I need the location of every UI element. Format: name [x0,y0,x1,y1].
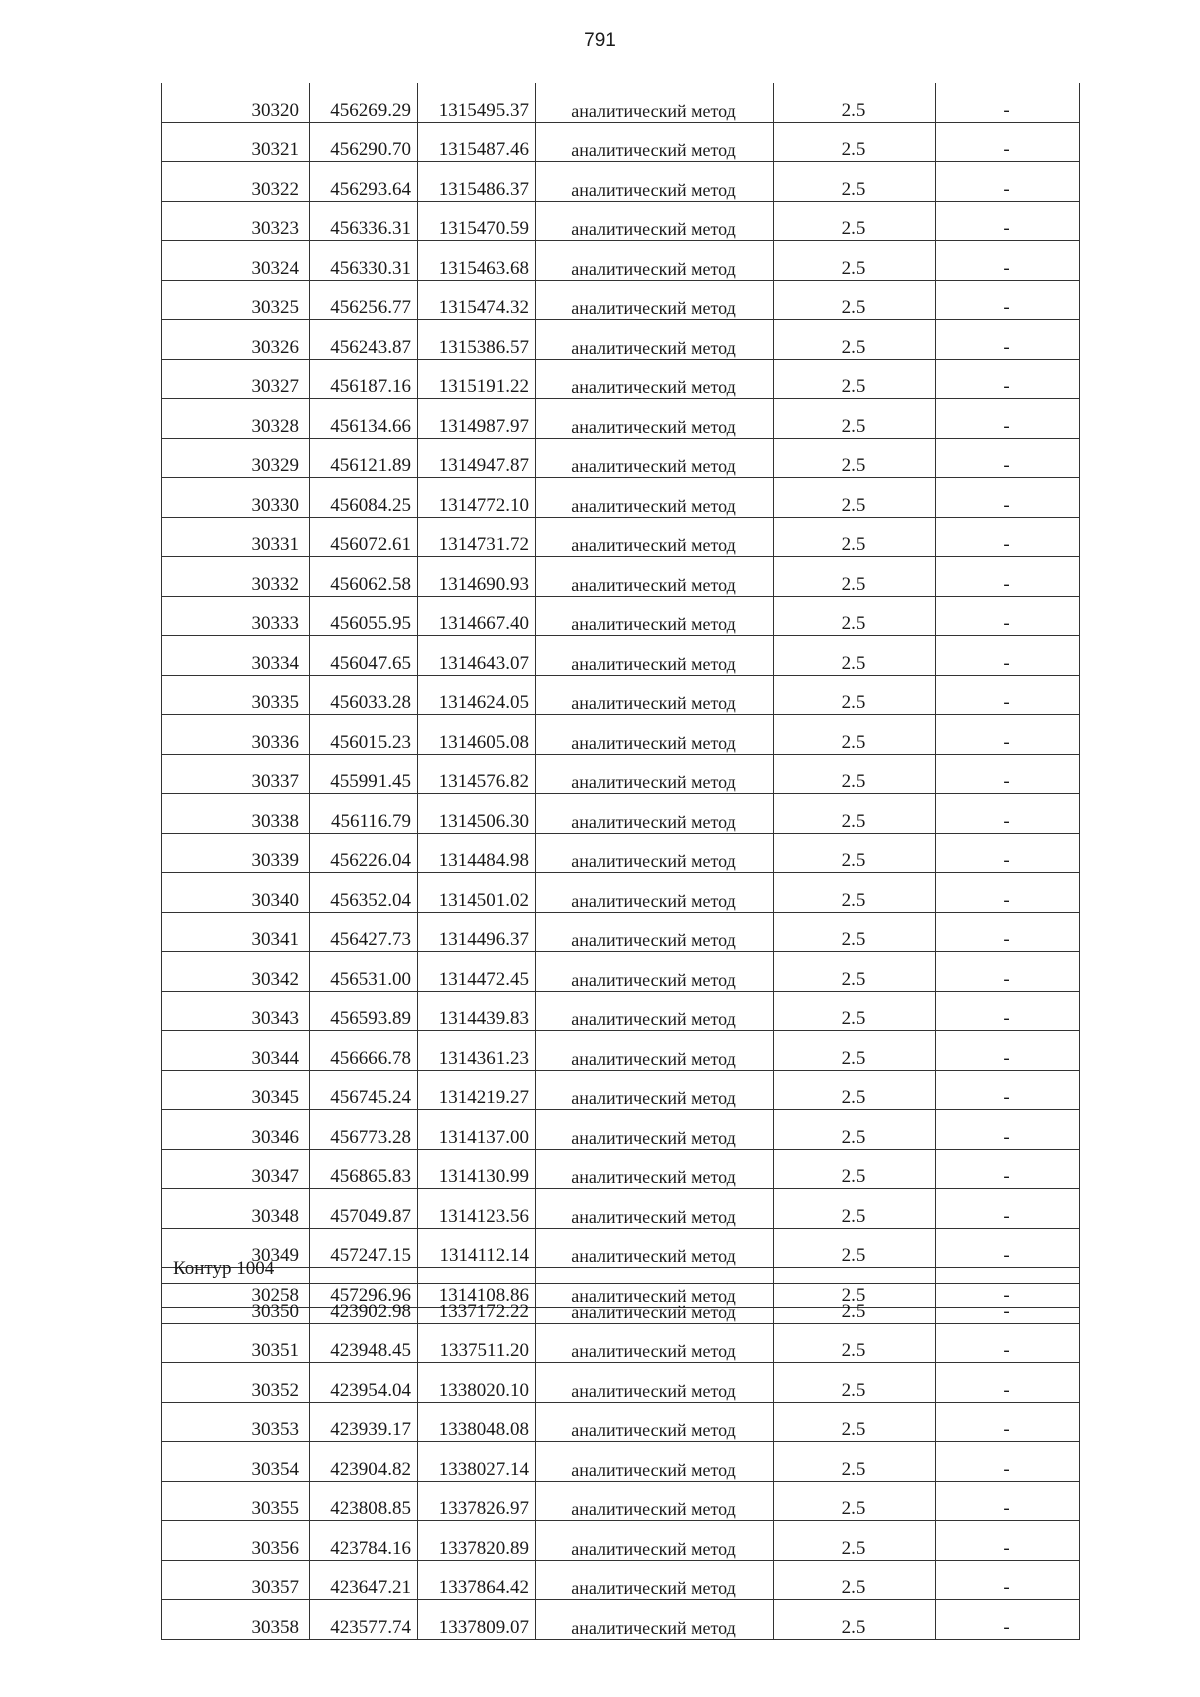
y-coordinate-cell: 1338027.14 [418,1442,536,1482]
note-cell: - [936,1189,1080,1229]
accuracy-cell: 2.5 [774,1268,936,1308]
table-row [162,557,1080,597]
accuracy-cell: 2.5 [774,794,936,834]
method-cell: аналитический метод [536,991,774,1031]
accuracy-cell: 2.5 [774,1481,936,1521]
method-cell: аналитический метод [536,794,774,834]
table-row [162,1560,1080,1600]
y-coordinate-cell: 1314731.72 [418,517,536,557]
accuracy-cell: 2.5 [774,1323,936,1363]
point-id-cell: 30341 [162,912,310,952]
point-id-cell: 30331 [162,517,310,557]
method-cell: аналитический метод [536,122,774,162]
accuracy-cell: 2.5 [774,1284,936,1324]
y-coordinate-cell: 1315486.37 [418,162,536,202]
method-cell: аналитический метод [536,557,774,597]
method-cell: аналитический метод [536,280,774,320]
x-coordinate-cell: 423954.04 [310,1363,418,1403]
accuracy-cell: 2.5 [774,1031,936,1071]
point-id-cell: 30348 [162,1189,310,1229]
point-id-cell: 30338 [162,794,310,834]
method-cell: аналитический метод [536,1110,774,1150]
accuracy-cell: 2.5 [774,991,936,1031]
x-coordinate-cell: 456187.16 [310,359,418,399]
point-id-cell: 30330 [162,478,310,518]
y-coordinate-cell: 1314439.83 [418,991,536,1031]
note-cell: - [936,320,1080,360]
point-id-cell: 30358 [162,1600,310,1640]
point-id-cell: 30340 [162,873,310,913]
table-row [162,280,1080,320]
table-row [162,359,1080,399]
point-id-cell: 30354 [162,1442,310,1482]
note-cell: - [936,280,1080,320]
y-coordinate-cell: 1314108.86 [418,1268,536,1308]
accuracy-cell: 2.5 [774,517,936,557]
table-row [162,715,1080,755]
note-cell: - [936,83,1080,122]
x-coordinate-cell: 456033.28 [310,675,418,715]
y-coordinate-cell: 1337172.22 [418,1284,536,1324]
point-id-cell: 30343 [162,991,310,1031]
accuracy-cell: 2.5 [774,1363,936,1403]
contour-label: Контур 1004 [173,1258,275,1279]
point-id-cell: 30333 [162,596,310,636]
table-row [162,241,1080,281]
note-cell: - [936,1268,1080,1308]
method-cell: аналитический метод [536,833,774,873]
x-coordinate-cell: 456531.00 [310,952,418,992]
x-coordinate-cell: 456336.31 [310,201,418,241]
x-coordinate-cell: 456773.28 [310,1110,418,1150]
y-coordinate-cell: 1315191.22 [418,359,536,399]
note-cell: - [936,1560,1080,1600]
method-cell: аналитический метод [536,83,774,122]
note-cell: - [936,794,1080,834]
x-coordinate-cell: 456330.31 [310,241,418,281]
x-coordinate-cell: 457296.96 [310,1268,418,1308]
point-id-cell: 30327 [162,359,310,399]
accuracy-cell: 2.5 [774,1600,936,1640]
x-coordinate-cell: 423647.21 [310,1560,418,1600]
y-coordinate-cell: 1315474.32 [418,280,536,320]
point-id-cell: 30323 [162,201,310,241]
table-row [162,596,1080,636]
x-coordinate-cell: 423784.16 [310,1521,418,1561]
note-cell: - [936,1481,1080,1521]
table-row [162,1070,1080,1110]
table-row [162,1402,1080,1442]
x-coordinate-cell: 456055.95 [310,596,418,636]
x-coordinate-cell: 456047.65 [310,636,418,676]
point-id-cell: 30329 [162,438,310,478]
point-id-cell: 30334 [162,636,310,676]
y-coordinate-cell: 1337864.42 [418,1560,536,1600]
note-cell: - [936,1600,1080,1640]
note-cell: - [936,715,1080,755]
table-row [162,201,1080,241]
table-row [162,399,1080,439]
x-coordinate-cell: 456062.58 [310,557,418,597]
note-cell: - [936,1228,1080,1268]
accuracy-cell: 2.5 [774,478,936,518]
note-cell: - [936,201,1080,241]
accuracy-cell: 2.5 [774,438,936,478]
x-coordinate-cell: 456293.64 [310,162,418,202]
method-cell: аналитический метод [536,320,774,360]
x-coordinate-cell: 423577.74 [310,1600,418,1640]
note-cell: - [936,1070,1080,1110]
accuracy-cell: 2.5 [774,636,936,676]
y-coordinate-cell: 1314137.00 [418,1110,536,1150]
x-coordinate-cell: 423939.17 [310,1402,418,1442]
note-cell: - [936,478,1080,518]
y-coordinate-cell: 1314690.93 [418,557,536,597]
point-id-cell: 30345 [162,1070,310,1110]
point-id-cell: 30356 [162,1521,310,1561]
note-cell: - [936,1149,1080,1189]
table-row [162,912,1080,952]
y-coordinate-cell: 1315495.37 [418,83,536,122]
accuracy-cell: 2.5 [774,399,936,439]
y-coordinate-cell: 1314219.27 [418,1070,536,1110]
y-coordinate-cell: 1314361.23 [418,1031,536,1071]
accuracy-cell: 2.5 [774,1110,936,1150]
note-cell: - [936,1110,1080,1150]
table-row [162,833,1080,873]
x-coordinate-cell: 456243.87 [310,320,418,360]
method-cell: аналитический метод [536,1284,774,1324]
note-cell: - [936,675,1080,715]
accuracy-cell: 2.5 [774,1070,936,1110]
point-id-cell: 30326 [162,320,310,360]
note-cell: - [936,1363,1080,1403]
x-coordinate-cell: 457247.15 [310,1228,418,1268]
method-cell: аналитический метод [536,952,774,992]
x-coordinate-cell: 456121.89 [310,438,418,478]
y-coordinate-cell: 1314987.97 [418,399,536,439]
note-cell: - [936,1521,1080,1561]
point-id-cell: 30351 [162,1323,310,1363]
coordinates-table-2-body [162,1284,1080,1640]
note-cell: - [936,912,1080,952]
note-cell: - [936,1284,1080,1324]
point-id-cell: 30321 [162,122,310,162]
table-row [162,1521,1080,1561]
note-cell: - [936,162,1080,202]
point-id-cell: 30353 [162,1402,310,1442]
y-coordinate-cell: 1314123.56 [418,1189,536,1229]
x-coordinate-cell: 423948.45 [310,1323,418,1363]
method-cell: аналитический метод [536,636,774,676]
table-row [162,1284,1080,1324]
y-coordinate-cell: 1314947.87 [418,438,536,478]
table-row [162,1031,1080,1071]
accuracy-cell: 2.5 [774,557,936,597]
coordinates-table-1-body [162,83,1080,1307]
note-cell: - [936,399,1080,439]
note-cell: - [936,241,1080,281]
y-coordinate-cell: 1314472.45 [418,952,536,992]
y-coordinate-cell: 1314130.99 [418,1149,536,1189]
table-row [162,1149,1080,1189]
x-coordinate-cell: 423808.85 [310,1481,418,1521]
note-cell: - [936,873,1080,913]
x-coordinate-cell: 456269.29 [310,83,418,122]
method-cell: аналитический метод [536,1402,774,1442]
y-coordinate-cell: 1314112.14 [418,1228,536,1268]
point-id-cell: 30328 [162,399,310,439]
table-row [162,1110,1080,1150]
method-cell: аналитический метод [536,1228,774,1268]
x-coordinate-cell: 457049.87 [310,1189,418,1229]
coordinates-table-2 [161,1283,1080,1640]
point-id-cell: 30350 [162,1284,310,1324]
note-cell: - [936,359,1080,399]
x-coordinate-cell: 456134.66 [310,399,418,439]
y-coordinate-cell: 1315463.68 [418,241,536,281]
x-coordinate-cell: 456352.04 [310,873,418,913]
method-cell: аналитический метод [536,359,774,399]
accuracy-cell: 2.5 [774,873,936,913]
method-cell: аналитический метод [536,1521,774,1561]
y-coordinate-cell: 1315487.46 [418,122,536,162]
y-coordinate-cell: 1338048.08 [418,1402,536,1442]
point-id-cell: 30322 [162,162,310,202]
point-id-cell: 30349 [162,1228,310,1268]
table-row [162,122,1080,162]
note-cell: - [936,833,1080,873]
method-cell: аналитический метод [536,1149,774,1189]
y-coordinate-cell: 1314643.07 [418,636,536,676]
coordinates-table-1 [161,83,1080,1308]
y-coordinate-cell: 1338020.10 [418,1363,536,1403]
point-id-cell: 30347 [162,1149,310,1189]
table-row [162,320,1080,360]
note-cell: - [936,596,1080,636]
table-row [162,162,1080,202]
table-row [162,952,1080,992]
x-coordinate-cell: 456745.24 [310,1070,418,1110]
note-cell: - [936,438,1080,478]
accuracy-cell: 2.5 [774,675,936,715]
table-row [162,517,1080,557]
method-cell: аналитический метод [536,873,774,913]
y-coordinate-cell: 1314667.40 [418,596,536,636]
accuracy-cell: 2.5 [774,1149,936,1189]
method-cell: аналитический метод [536,399,774,439]
y-coordinate-cell: 1314772.10 [418,478,536,518]
table-row [162,83,1080,122]
accuracy-cell: 2.5 [774,1521,936,1561]
method-cell: аналитический метод [536,517,774,557]
accuracy-cell: 2.5 [774,715,936,755]
accuracy-cell: 2.5 [774,833,936,873]
x-coordinate-cell: 456666.78 [310,1031,418,1071]
x-coordinate-cell: 455991.45 [310,754,418,794]
method-cell: аналитический метод [536,1268,774,1308]
point-id-cell: 30344 [162,1031,310,1071]
x-coordinate-cell: 456256.77 [310,280,418,320]
x-coordinate-cell: 456116.79 [310,794,418,834]
y-coordinate-cell: 1314484.98 [418,833,536,873]
note-cell: - [936,1442,1080,1482]
note-cell: - [936,517,1080,557]
table-row [162,1363,1080,1403]
point-id-cell: 30336 [162,715,310,755]
table-row [162,794,1080,834]
table-row [162,636,1080,676]
accuracy-cell: 2.5 [774,1560,936,1600]
accuracy-cell: 2.5 [774,280,936,320]
accuracy-cell: 2.5 [774,122,936,162]
method-cell: аналитический метод [536,241,774,281]
x-coordinate-cell: 456593.89 [310,991,418,1031]
accuracy-cell: 2.5 [774,952,936,992]
note-cell: - [936,1323,1080,1363]
method-cell: аналитический метод [536,201,774,241]
method-cell: аналитический метод [536,675,774,715]
x-coordinate-cell: 456072.61 [310,517,418,557]
y-coordinate-cell: 1337511.20 [418,1323,536,1363]
accuracy-cell: 2.5 [774,596,936,636]
method-cell: аналитический метод [536,1323,774,1363]
x-coordinate-cell: 456427.73 [310,912,418,952]
accuracy-cell: 2.5 [774,1228,936,1268]
table-row [162,991,1080,1031]
y-coordinate-cell: 1337826.97 [418,1481,536,1521]
point-id-cell: 30332 [162,557,310,597]
table-row [162,438,1080,478]
method-cell: аналитический метод [536,1189,774,1229]
y-coordinate-cell: 1315386.57 [418,320,536,360]
y-coordinate-cell: 1314506.30 [418,794,536,834]
point-id-cell: 30357 [162,1560,310,1600]
y-coordinate-cell: 1314624.05 [418,675,536,715]
point-id-cell: 30355 [162,1481,310,1521]
note-cell: - [936,1402,1080,1442]
table-row [162,1323,1080,1363]
accuracy-cell: 2.5 [774,754,936,794]
method-cell: аналитический метод [536,912,774,952]
accuracy-cell: 2.5 [774,359,936,399]
accuracy-cell: 2.5 [774,162,936,202]
method-cell: аналитический метод [536,754,774,794]
method-cell: аналитический метод [536,715,774,755]
point-id-cell: 30346 [162,1110,310,1150]
point-id-cell: 30339 [162,833,310,873]
table-row [162,1481,1080,1521]
note-cell: - [936,557,1080,597]
method-cell: аналитический метод [536,1031,774,1071]
accuracy-cell: 2.5 [774,1402,936,1442]
x-coordinate-cell: 423902.98 [310,1284,418,1324]
point-id-cell: 30324 [162,241,310,281]
table-row [162,754,1080,794]
method-cell: аналитический метод [536,478,774,518]
method-cell: аналитический метод [536,1442,774,1482]
table-row [162,478,1080,518]
accuracy-cell: 2.5 [774,241,936,281]
page-number: 791 [584,30,616,51]
point-id-cell: 30342 [162,952,310,992]
table-row [162,873,1080,913]
method-cell: аналитический метод [536,162,774,202]
accuracy-cell: 2.5 [774,1442,936,1482]
point-id-cell: 30320 [162,83,310,122]
y-coordinate-cell: 1314576.82 [418,754,536,794]
method-cell: аналитический метод [536,438,774,478]
x-coordinate-cell: 456015.23 [310,715,418,755]
method-cell: аналитический метод [536,1481,774,1521]
y-coordinate-cell: 1314496.37 [418,912,536,952]
accuracy-cell: 2.5 [774,320,936,360]
x-coordinate-cell: 456865.83 [310,1149,418,1189]
note-cell: - [936,754,1080,794]
method-cell: аналитический метод [536,596,774,636]
y-coordinate-cell: 1314501.02 [418,873,536,913]
x-coordinate-cell: 456226.04 [310,833,418,873]
note-cell: - [936,952,1080,992]
table-row [162,1228,1080,1268]
method-cell: аналитический метод [536,1070,774,1110]
method-cell: аналитический метод [536,1560,774,1600]
accuracy-cell: 2.5 [774,201,936,241]
table-row [162,1600,1080,1640]
method-cell: аналитический метод [536,1363,774,1403]
point-id-cell: 30258 [162,1268,310,1308]
point-id-cell: 30325 [162,280,310,320]
note-cell: - [936,122,1080,162]
note-cell: - [936,991,1080,1031]
point-id-cell: 30337 [162,754,310,794]
point-id-cell: 30335 [162,675,310,715]
y-coordinate-cell: 1337820.89 [418,1521,536,1561]
method-cell: аналитический метод [536,1600,774,1640]
accuracy-cell: 2.5 [774,912,936,952]
point-id-cell: 30352 [162,1363,310,1403]
accuracy-cell: 2.5 [774,83,936,122]
note-cell: - [936,636,1080,676]
table-row [162,1442,1080,1482]
y-coordinate-cell: 1315470.59 [418,201,536,241]
x-coordinate-cell: 423904.82 [310,1442,418,1482]
x-coordinate-cell: 456290.70 [310,122,418,162]
y-coordinate-cell: 1314605.08 [418,715,536,755]
table-row [162,1189,1080,1229]
table-row [162,675,1080,715]
x-coordinate-cell: 456084.25 [310,478,418,518]
y-coordinate-cell: 1337809.07 [418,1600,536,1640]
note-cell: - [936,1031,1080,1071]
accuracy-cell: 2.5 [774,1189,936,1229]
